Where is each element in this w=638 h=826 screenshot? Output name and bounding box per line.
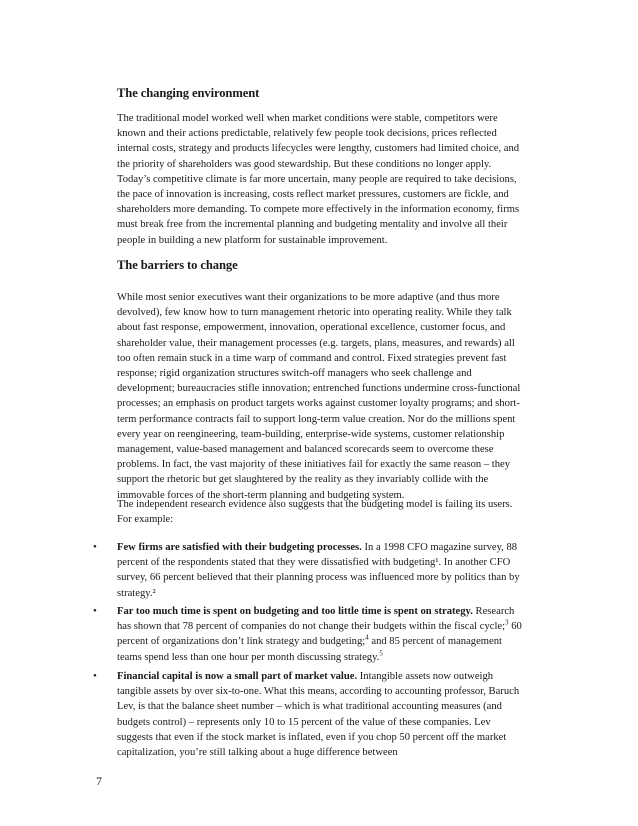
bullet-body: 60 percent of organizations don’t link strategy and budgeting;: [117, 621, 522, 648]
bullet-marker: •: [93, 541, 97, 553]
bullet-body: In a 1998 CFO magazine survey, 88 percent of the respondents stated that they were dissatisfied with budgeting¹. In another CFO survey, 66 percent believed that their planning process was influenced more by politics than by strategy.²: [117, 542, 520, 599]
footnote-ref: 5: [379, 649, 383, 658]
paragraph-barriers-to-change: While most senior executives want their organizations to be more adaptive (and thus more devolved), few know how to turn management rhetoric into operating reality. While they talk about fast response, empowerment, innovation, operational excellence, customer focus, and shareholder value, their management processes (e.g. targets, plans, measures, and rewards) all too often remain stuck in a time warp of command and control. Fixed strategies prevent fast response; rigid organization structures switch-off managers who seek challenge and development; bureaucracies stifle innovation; entrenched functions undermine cross-functional processes; an emphasis on product targets works against customer loyalty programs; and short-term performance contracts fail to support long-term value creation. Nor do the millions spent every year on reengineering, team-building, enterprise-wide systems, customer relationship management, value-based management and balanced scorecards seem to overcome these problems. In fact, the vast majority of these initiatives fail for exactly the same reason – they support the rhetoric but get slaughtered by the reality as they invariably collide with the immovable forces of the short-term planning and budgeting system.: [117, 292, 521, 501]
bullet-body: Research has shown that 78 percent of companies do not change their budgets within the fiscal cycle;: [117, 606, 515, 633]
bullet-text: [117, 540, 522, 601]
bullet-marker: •: [93, 670, 97, 682]
bullet-body: and 85 percent of management teams spend less than one hour per month discussing strategy.: [117, 636, 502, 663]
bullet-lead: Far too much time is spent on budgeting and too little time is spent on strategy.: [117, 606, 473, 617]
page-number: 7: [96, 774, 102, 788]
bullet-text: [117, 669, 522, 760]
footnote-ref: 3: [505, 618, 509, 627]
footnote-ref: 4: [365, 633, 369, 642]
bullet-lead: Few firms are satisfied with their budgeting processes.: [117, 542, 362, 553]
paragraph-changing-environment: The traditional model worked well when market conditions were stable, competitors were known and their actions predictable, relatively few people took decisions, prices reflected internal costs, strategy and products lifecycles were lengthy, customers had limited choice, and the priority of shareholders was good stewardship. But these conditions no longer apply. Today’s competitive climate is far more uncertain, many people are required to take decisions, the pace of innovation is increasing, costs reflect market pressures, customers are fickle, and shareholders more demanding. To compete more effectively in the information economy, firms must break free from the incremental planning and budgeting mentality and involve all their people in building a new platform for sustainable improvement.: [117, 113, 520, 246]
paragraph-research-evidence: The independent research evidence also suggests that the budgeting model is failing its users. For example:: [117, 499, 513, 526]
bullet-text: [117, 604, 522, 665]
section-heading-changing-environment: The changing environment: [117, 86, 260, 100]
bullet-body: Intangible assets now outweigh tangible assets by over six-to-one. What this means, according to accounting professor, Baruch Lev, is that the balance sheet number – which is what traditional accounting measures (and budgets control) – represents only 10 to 15 percent of the value of these companies. Lev suggests that even if the stock market is inflated, even if you chop 50 percent off the market capitalization, you’re still talking about a huge difference between: [117, 671, 520, 759]
section-heading-barriers-to-change: The barriers to change: [117, 258, 238, 272]
bullet-marker: •: [93, 605, 97, 617]
bullet-lead: Financial capital is now a small part of market value.: [117, 671, 358, 682]
